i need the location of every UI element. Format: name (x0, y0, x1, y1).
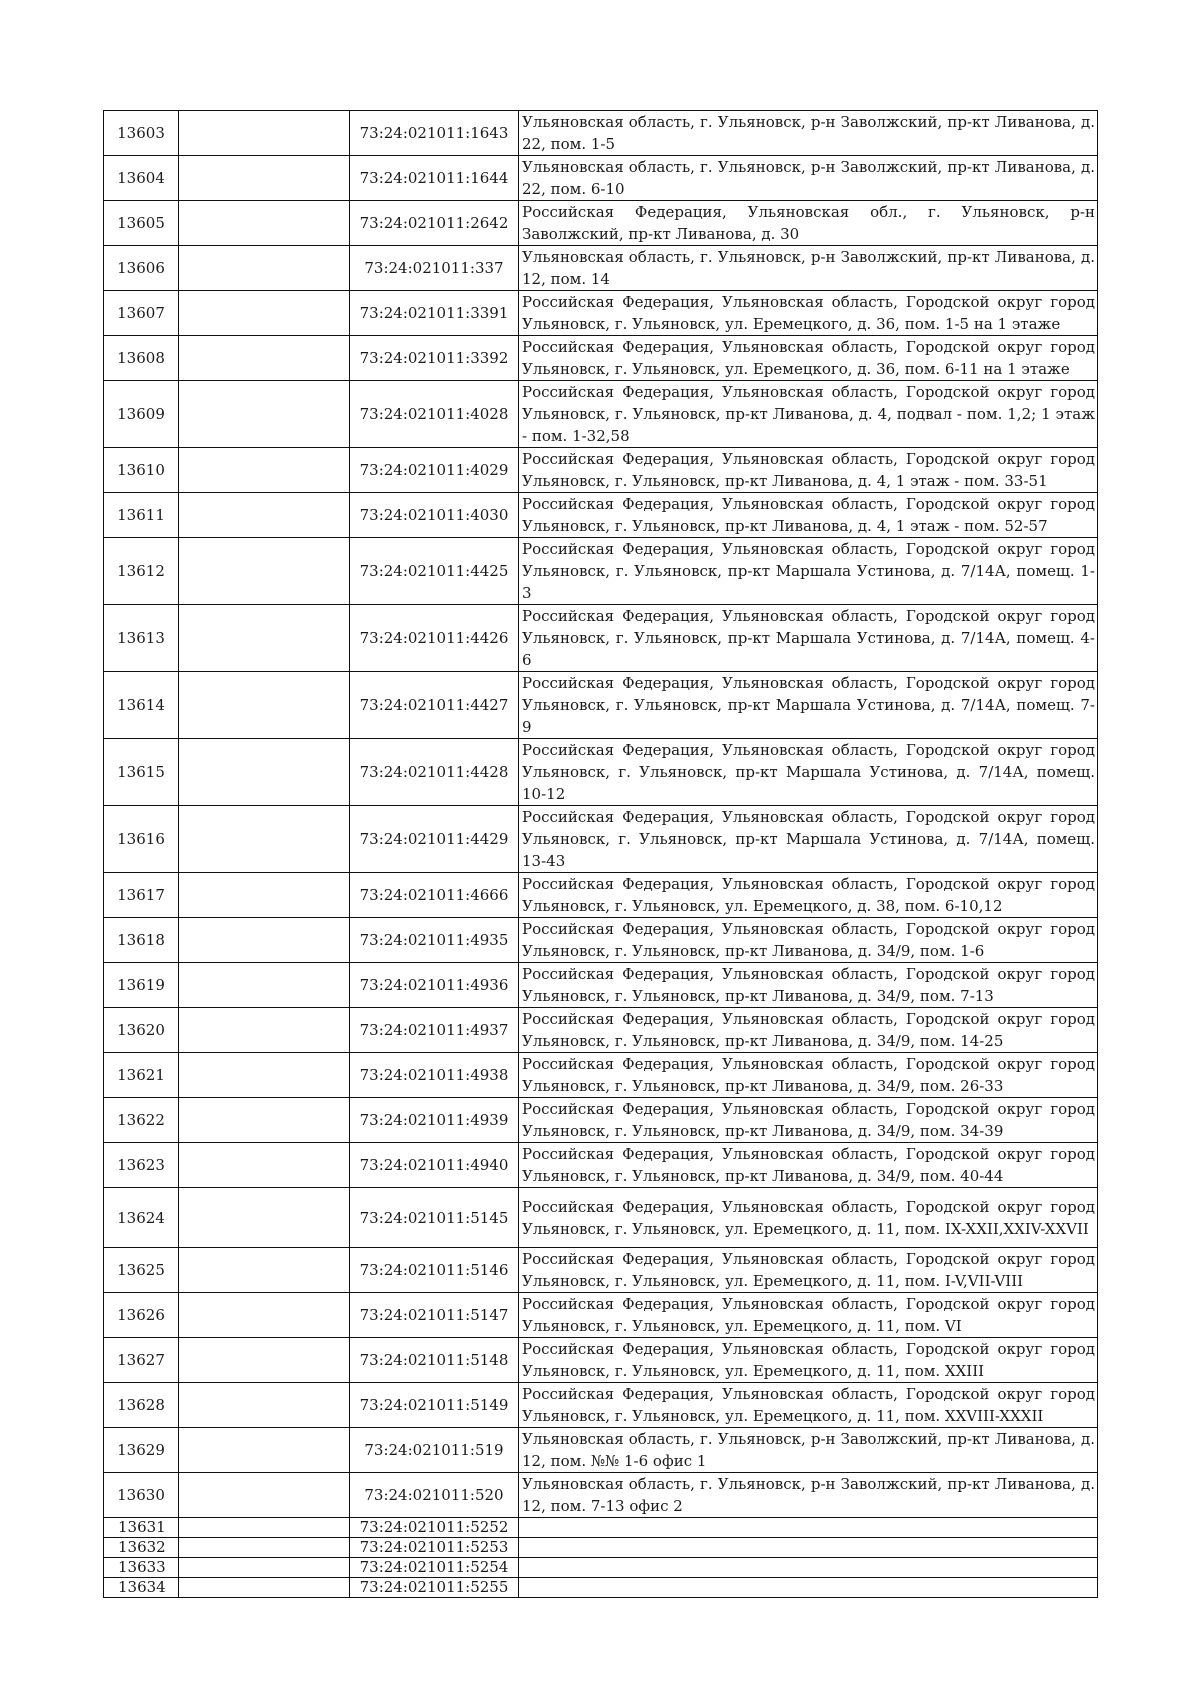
address-cell: Российская Федерация, Ульяновская область, Городской округ город Ульяновск, г. Ульяновск, ул. Еремецкого, д. 11, пом. I-V,VII-VIII (519, 1248, 1098, 1293)
empty-cell (179, 672, 350, 739)
row-number: 13631 (104, 1518, 179, 1538)
row-number: 13615 (104, 739, 179, 806)
row-number: 13614 (104, 672, 179, 739)
empty-cell (179, 156, 350, 201)
table-row (104, 605, 1098, 672)
address-cell: Российская Федерация, Ульяновская область, Городской округ город Ульяновск, г. Ульяновск, ул. Еремецкого, д. 11, пом. XXVIII-XXXII (519, 1383, 1098, 1428)
table-row (104, 1428, 1098, 1473)
row-number: 13634 (104, 1578, 179, 1598)
empty-cell (179, 1338, 350, 1383)
empty-cell (179, 918, 350, 963)
table-row (104, 1518, 1098, 1538)
cadastral-number: 73:24:021011:4428 (350, 739, 519, 806)
row-number: 13610 (104, 448, 179, 493)
table-row (104, 538, 1098, 605)
empty-cell (179, 291, 350, 336)
cadastral-number: 73:24:021011:5147 (350, 1293, 519, 1338)
empty-cell (179, 448, 350, 493)
table-row (104, 291, 1098, 336)
address-cell: Российская Федерация, Ульяновская область, Городской округ город Ульяновск, г. Ульяновск, пр-кт Ливанова, д. 34/9, пом. 1-6 (519, 918, 1098, 963)
table-row (104, 111, 1098, 156)
empty-cell (179, 1578, 350, 1598)
address-cell: Ульяновская область, г. Ульяновск, р-н Заволжский, пр-кт Ливанова, д. 22, пом. 6-10 (519, 156, 1098, 201)
table-row (104, 336, 1098, 381)
table-row (104, 1293, 1098, 1338)
address-cell (519, 1538, 1098, 1558)
table-row (104, 1053, 1098, 1098)
empty-cell (179, 1248, 350, 1293)
row-number: 13605 (104, 201, 179, 246)
row-number: 13627 (104, 1338, 179, 1383)
address-cell: Российская Федерация, Ульяновская область, Городской округ город Ульяновск, г. Ульяновск, пр-кт Ливанова, д. 34/9, пом. 7-13 (519, 963, 1098, 1008)
table-row (104, 1558, 1098, 1578)
address-cell (519, 1518, 1098, 1538)
address-cell: Российская Федерация, Ульяновская область, Городской округ город Ульяновск, г. Ульяновск, ул. Еремецкого, д. 11, пом. IX-XXII,XXIV-XXVII (519, 1188, 1098, 1248)
empty-cell (179, 806, 350, 873)
empty-cell (179, 493, 350, 538)
cadastral-number: 73:24:021011:519 (350, 1428, 519, 1473)
row-number: 13616 (104, 806, 179, 873)
row-number: 13619 (104, 963, 179, 1008)
row-number: 13626 (104, 1293, 179, 1338)
empty-cell (179, 336, 350, 381)
address-cell: Российская Федерация, Ульяновская область, Городской округ город Ульяновск, г. Ульяновск, пр-кт Ливанова, д. 34/9, пом. 26-33 (519, 1053, 1098, 1098)
cadastral-number: 73:24:021011:4937 (350, 1008, 519, 1053)
empty-cell (179, 538, 350, 605)
table-row (104, 1188, 1098, 1248)
address-cell: Российская Федерация, Ульяновская область, Городской округ город Ульяновск, г. Ульяновск, пр-кт Маршала Устинова, д. 7/14А, помещ. 10-12 (519, 739, 1098, 806)
row-number: 13604 (104, 156, 179, 201)
table-row (104, 963, 1098, 1008)
empty-cell (179, 1188, 350, 1248)
row-number: 13608 (104, 336, 179, 381)
cadastral-number: 73:24:021011:4030 (350, 493, 519, 538)
table-row (104, 201, 1098, 246)
table-row (104, 1578, 1098, 1598)
cadastral-number: 73:24:021011:1643 (350, 111, 519, 156)
row-number: 13622 (104, 1098, 179, 1143)
table-row (104, 739, 1098, 806)
empty-cell (179, 1518, 350, 1538)
row-number: 13612 (104, 538, 179, 605)
address-cell: Российская Федерация, Ульяновская область, Городской округ город Ульяновск, г. Ульяновск, пр-кт Ливанова, д. 4, 1 этаж - пом. 33-51 (519, 448, 1098, 493)
address-cell: Российская Федерация, Ульяновская область, Городской округ город Ульяновск, г. Ульяновск, пр-кт Ливанова, д. 4, 1 этаж - пом. 52-57 (519, 493, 1098, 538)
empty-cell (179, 201, 350, 246)
row-number: 13630 (104, 1473, 179, 1518)
cadastral-number: 73:24:021011:337 (350, 246, 519, 291)
cadastral-number: 73:24:021011:4938 (350, 1053, 519, 1098)
table-row (104, 246, 1098, 291)
row-number: 13620 (104, 1008, 179, 1053)
row-number: 13611 (104, 493, 179, 538)
empty-cell (179, 739, 350, 806)
empty-cell (179, 1053, 350, 1098)
cadastral-number: 73:24:021011:4425 (350, 538, 519, 605)
table-row (104, 1383, 1098, 1428)
register-table-body (104, 111, 1098, 1598)
cadastral-number: 73:24:021011:4666 (350, 873, 519, 918)
empty-cell (179, 1293, 350, 1338)
cadastral-number: 73:24:021011:5254 (350, 1558, 519, 1578)
cadastral-number: 73:24:021011:4935 (350, 918, 519, 963)
row-number: 13609 (104, 381, 179, 448)
table-row (104, 1538, 1098, 1558)
cadastral-number: 73:24:021011:4028 (350, 381, 519, 448)
address-cell: Российская Федерация, Ульяновская область, Городской округ город Ульяновск, г. Ульяновск, ул. Еремецкого, д. 36, пом. 1-5 на 1 этаже (519, 291, 1098, 336)
table-row (104, 806, 1098, 873)
address-cell: Российская Федерация, Ульяновская область, Городской округ город Ульяновск, г. Ульяновск, пр-кт Маршала Устинова, д. 7/14А, помещ. 13-43 (519, 806, 1098, 873)
table-row (104, 493, 1098, 538)
empty-cell (179, 381, 350, 448)
cadastral-number: 73:24:021011:1644 (350, 156, 519, 201)
row-number: 13624 (104, 1188, 179, 1248)
cadastral-number: 73:24:021011:3391 (350, 291, 519, 336)
table-row (104, 1143, 1098, 1188)
property-register-table (103, 110, 1098, 1598)
cadastral-number: 73:24:021011:4029 (350, 448, 519, 493)
cadastral-number: 73:24:021011:4936 (350, 963, 519, 1008)
cadastral-number: 73:24:021011:5253 (350, 1538, 519, 1558)
table-row (104, 873, 1098, 918)
address-cell: Российская Федерация, Ульяновская область, Городской округ город Ульяновск, г. Ульяновск, пр-кт Маршала Устинова, д. 7/14А, помещ. 1-3 (519, 538, 1098, 605)
empty-cell (179, 1558, 350, 1578)
table-row (104, 381, 1098, 448)
address-cell (519, 1578, 1098, 1598)
address-cell: Российская Федерация, Ульяновская область, Городской округ город Ульяновск, г. Ульяновск, ул. Еремецкого, д. 11, пом. XXIII (519, 1338, 1098, 1383)
cadastral-number: 73:24:021011:2642 (350, 201, 519, 246)
table-row (104, 672, 1098, 739)
cadastral-number: 73:24:021011:5146 (350, 1248, 519, 1293)
empty-cell (179, 111, 350, 156)
empty-cell (179, 1008, 350, 1053)
address-cell: Российская Федерация, Ульяновская область, Городской округ город Ульяновск, г. Ульяновск, пр-кт Ливанова, д. 4, подвал - пом. 1,2; 1 этаж - пом. 1-32,58 (519, 381, 1098, 448)
empty-cell (179, 1143, 350, 1188)
cadastral-number: 73:24:021011:3392 (350, 336, 519, 381)
empty-cell (179, 963, 350, 1008)
address-cell: Ульяновская область, г. Ульяновск, р-н Заволжский, пр-кт Ливанова, д. 12, пом. 14 (519, 246, 1098, 291)
row-number: 13629 (104, 1428, 179, 1473)
address-cell: Российская Федерация, Ульяновская область, Городской округ город Ульяновск, г. Ульяновск, пр-кт Ливанова, д. 34/9, пом. 14-25 (519, 1008, 1098, 1053)
empty-cell (179, 1383, 350, 1428)
cadastral-number: 73:24:021011:4429 (350, 806, 519, 873)
empty-cell (179, 1098, 350, 1143)
address-cell: Ульяновская область, г. Ульяновск, р-н Заволжский, пр-кт Ливанова, д. 22, пом. 1-5 (519, 111, 1098, 156)
address-cell: Российская Федерация, Ульяновская обл., г. Ульяновск, р-н Заволжский, пр-кт Ливанова, д. 30 (519, 201, 1098, 246)
row-number: 13618 (104, 918, 179, 963)
row-number: 13603 (104, 111, 179, 156)
row-number: 13617 (104, 873, 179, 918)
cadastral-number: 73:24:021011:4939 (350, 1098, 519, 1143)
address-cell: Российская Федерация, Ульяновская область, Городской округ город Ульяновск, г. Ульяновск, пр-кт Маршала Устинова, д. 7/14А, помещ. 7-9 (519, 672, 1098, 739)
row-number: 13628 (104, 1383, 179, 1428)
cadastral-number: 73:24:021011:5148 (350, 1338, 519, 1383)
row-number: 13623 (104, 1143, 179, 1188)
cadastral-number: 73:24:021011:4940 (350, 1143, 519, 1188)
row-number: 13606 (104, 246, 179, 291)
empty-cell (179, 873, 350, 918)
table-row (104, 1098, 1098, 1143)
address-cell: Российская Федерация, Ульяновская область, Городской округ город Ульяновск, г. Ульяновск, пр-кт Ливанова, д. 34/9, пом. 40-44 (519, 1143, 1098, 1188)
address-cell: Ульяновская область, г. Ульяновск, р-н Заволжский, пр-кт Ливанова, д. 12, пом. 7-13 офис 2 (519, 1473, 1098, 1518)
table-row (104, 1473, 1098, 1518)
row-number: 13632 (104, 1538, 179, 1558)
table-row (104, 918, 1098, 963)
row-number: 13621 (104, 1053, 179, 1098)
table-row (104, 1008, 1098, 1053)
row-number: 13633 (104, 1558, 179, 1578)
table-row (104, 1248, 1098, 1293)
cadastral-number: 73:24:021011:4427 (350, 672, 519, 739)
address-cell (519, 1558, 1098, 1578)
cadastral-number: 73:24:021011:5145 (350, 1188, 519, 1248)
empty-cell (179, 1473, 350, 1518)
table-row (104, 1338, 1098, 1383)
address-cell: Российская Федерация, Ульяновская область, Городской округ город Ульяновск, г. Ульяновск, ул. Еремецкого, д. 38, пом. 6-10,12 (519, 873, 1098, 918)
table-row (104, 448, 1098, 493)
cadastral-number: 73:24:021011:5149 (350, 1383, 519, 1428)
cadastral-number: 73:24:021011:5252 (350, 1518, 519, 1538)
row-number: 13613 (104, 605, 179, 672)
address-cell: Российская Федерация, Ульяновская область, Городской округ город Ульяновск, г. Ульяновск, ул. Еремецкого, д. 36, пом. 6-11 на 1 этаже (519, 336, 1098, 381)
cadastral-number: 73:24:021011:4426 (350, 605, 519, 672)
empty-cell (179, 1428, 350, 1473)
empty-cell (179, 605, 350, 672)
empty-cell (179, 1538, 350, 1558)
cadastral-number: 73:24:021011:5255 (350, 1578, 519, 1598)
address-cell: Российская Федерация, Ульяновская область, Городской округ город Ульяновск, г. Ульяновск, ул. Еремецкого, д. 11, пом. VI (519, 1293, 1098, 1338)
row-number: 13607 (104, 291, 179, 336)
table-row (104, 156, 1098, 201)
address-cell: Ульяновская область, г. Ульяновск, р-н Заволжский, пр-кт Ливанова, д. 12, пом. №№ 1-6 офис 1 (519, 1428, 1098, 1473)
row-number: 13625 (104, 1248, 179, 1293)
address-cell: Российская Федерация, Ульяновская область, Городской округ город Ульяновск, г. Ульяновск, пр-кт Маршала Устинова, д. 7/14А, помещ. 4-6 (519, 605, 1098, 672)
cadastral-number: 73:24:021011:520 (350, 1473, 519, 1518)
empty-cell (179, 246, 350, 291)
address-cell: Российская Федерация, Ульяновская область, Городской округ город Ульяновск, г. Ульяновск, пр-кт Ливанова, д. 34/9, пом. 34-39 (519, 1098, 1098, 1143)
